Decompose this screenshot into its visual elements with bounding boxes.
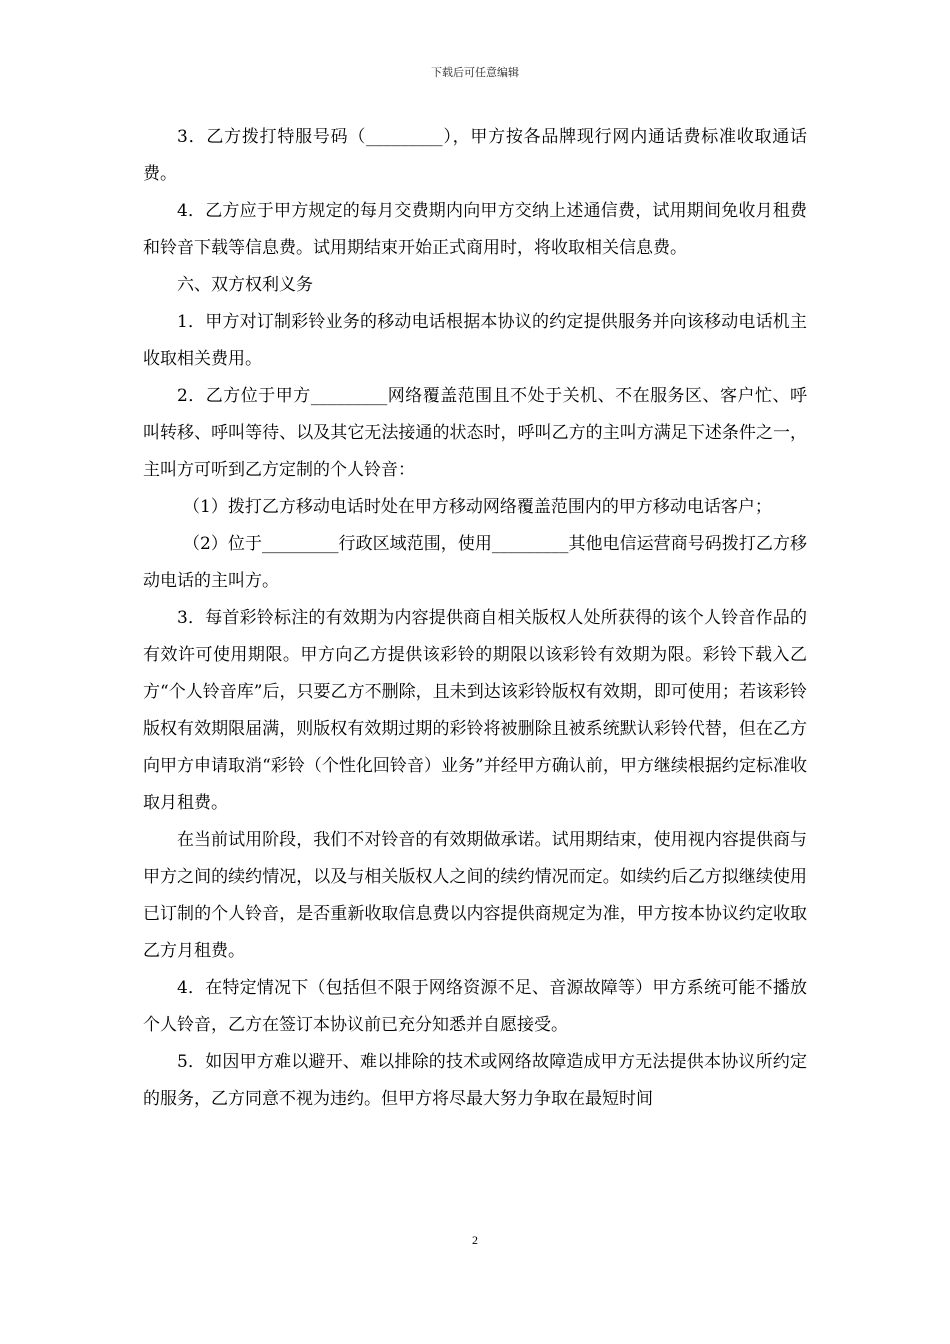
paragraph-rights-2: 2．乙方位于甲方_________网络覆盖范围且不处于关机、不在服务区、客户忙、呼叫转移、呼叫等待、以及其它无法接通的状态时，呼叫乙方的主叫方满足下述条件之一，主叫方可听到乙方定制的个人铃音： (143, 386, 807, 480)
paragraph-rights-1: 1．甲方对订制彩铃业务的移动电话根据本协议的约定提供服务并向该移动电话机主收取相关费用。 (143, 312, 807, 369)
paragraph-condition-1: （1）拨打乙方移动电话时处在甲方移动网络覆盖范围内的甲方移动电话客户； (183, 497, 772, 517)
paragraph-clause-3-call-fee: 3．乙方拨打特服号码（_________），甲方按各品牌现行网内通话费标准收取通话费。 (143, 127, 807, 184)
paragraph-rights-5: 5．如因甲方难以避开、难以排除的技术或网络故障造成甲方无法提供本协议所约定的服务，乙方同意不视为违约。但甲方将尽最大努力争取在最短时间 (143, 1052, 807, 1109)
paragraph-condition-2: （2）位于_________行政区域范围，使用_________其他电信运营商号码拨打乙方移动电话的主叫方。 (143, 534, 807, 591)
paragraph-trial-note: 在当前试用阶段，我们不对铃音的有效期做承诺。试用期结束，使用视内容提供商与甲方之间的续约情况，以及与相关版权人之间的续约情况而定。如续约后乙方拟继续使用已订制的个人铃音，是否重新收取信息费以内容提供商规定为准，甲方按本协议约定收取乙方月租费。 (143, 830, 807, 961)
page-number: 2 (472, 1233, 478, 1247)
paragraph-rights-3: 3．每首彩铃标注的有效期为内容提供商自相关版权人处所获得的该个人铃音作品的有效许可使用期限。甲方向乙方提供该彩铃的期限以该彩铃有效期为限。彩铃下载入乙方“个人铃音库”后，只要乙方不删除，且未到达该彩铃版权有效期，即可使用；若该彩铃版权有效期限届满，则版权有效期过期的彩铃将被删除且被系统默认彩铃代替，但在乙方向甲方申请取消“彩铃（个性化回铃音）业务”并经甲方确认前，甲方继续根据约定标准收取月租费。 (143, 608, 807, 813)
page-header: 下载后可任意编辑 (431, 66, 519, 79)
paragraph-rights-4: 4．在特定情况下（包括但不限于网络资源不足、音源故障等）甲方系统可能不播放个人铃音，乙方在签订本协议前已充分知悉并自愿接受。 (143, 978, 807, 1035)
document-body (143, 119, 807, 1118)
paragraph-clause-4-payment: 4．乙方应于甲方规定的每月交费期内向甲方交纳上述通信费，试用期间免收月租费和铃音下载等信息费。试用期结束开始正式商用时，将收取相关信息费。 (143, 201, 807, 258)
section-heading-rights-obligations: 六、双方权利义务 (177, 275, 313, 295)
